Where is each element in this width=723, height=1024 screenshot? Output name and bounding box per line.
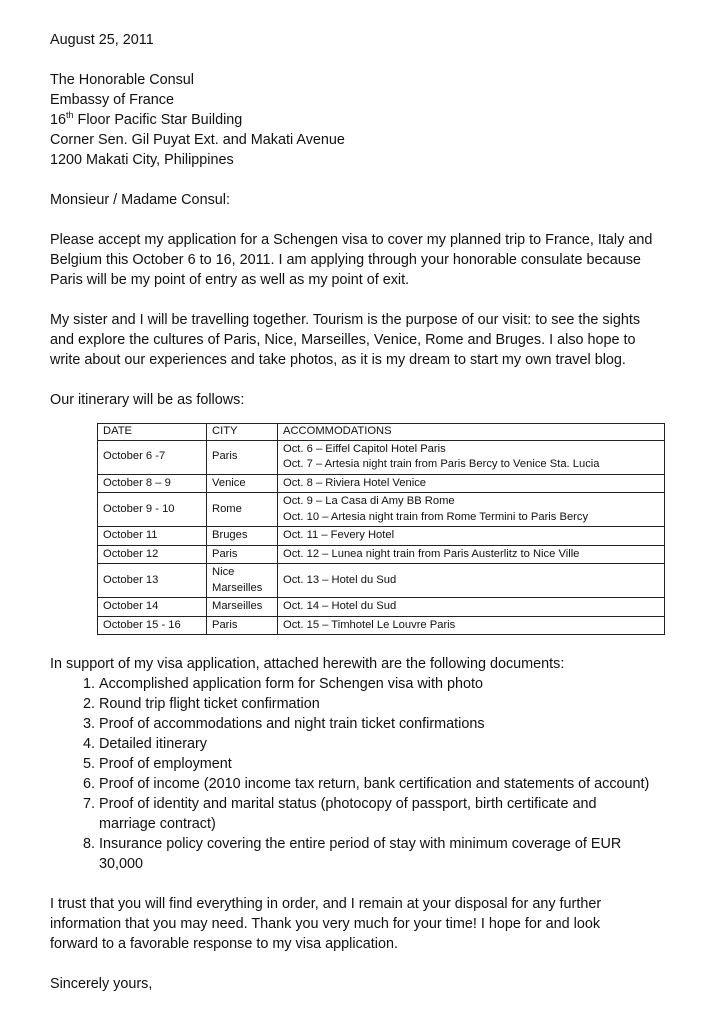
accommodation-entry: Oct. 9 – La Casa di Amy BB Rome [283,495,455,507]
cell-city [207,545,278,564]
list-item [99,674,700,694]
table-row [98,564,665,598]
cell-city [207,564,278,598]
accommodation-entry: Oct. 11 – Fevery Hotel [283,529,395,541]
recipient-title: The Honorable Consul [50,72,194,88]
recipient-address [50,70,700,170]
city-name: Paris [212,547,238,560]
floor-number: 16 [50,112,67,128]
paragraph-purpose [50,310,700,370]
signoff: Sincerely yours, [50,976,153,992]
list-item [99,694,700,714]
closing-paragraph [50,894,700,954]
accommodation-entry: Oct. 13 – Hotel du Sud [283,573,397,586]
cell-city [207,493,278,527]
accommodation-entry: Oct. 10 – Artesia night train from Rome Termini to Paris Bercy [283,510,589,523]
accommodation-entry: Oct. 8 – Riviera Hotel Venice [283,476,427,489]
cell-date: October 6 -7 [98,440,207,474]
city-name: Nice [212,566,235,578]
header-accommodations: ACCOMMODATIONS [278,424,665,441]
table-row [98,493,665,527]
document-text: 3. Proof of accommodations and night train ticket confirmations [99,716,485,732]
paragraph-line: and explore the cultures of Paris, Nice, Marseilles, Venice, Rome and Bruges. I also hope to [50,332,636,348]
header-city: CITY [207,424,278,441]
cell-accommodations [278,616,665,635]
list-item [99,754,700,774]
cell-date: October 9 - 10 [98,493,207,527]
itinerary-intro: Our itinerary will be as follows: [50,392,245,408]
document-text: marriage contract) [99,816,216,832]
list-item [99,734,700,754]
table-header-row [98,424,665,441]
list-item [99,714,700,734]
list-item [99,834,700,874]
letter [50,30,700,994]
recipient-street: Corner Sen. Gil Puyat Ext. and Makati Avenue [50,132,345,148]
paragraph-line: Paris will be my point of entry as well as my point of exit. [50,272,410,288]
cell-city [207,598,278,617]
itinerary-body [98,440,665,635]
cell-city [207,474,278,493]
table-row [98,527,665,546]
table-row [98,598,665,617]
city-name: Paris [212,618,238,631]
letter-date: August 25, 2011 [50,32,154,48]
city-name: Marseilles [212,581,263,594]
paragraph-application [50,230,700,290]
city-name: Paris [212,450,238,463]
table-row [98,616,665,635]
documents-list [50,674,700,874]
paragraph-line: information that you may need. Thank you very much for your time! I hope for and look [50,916,601,932]
document-text: 7. Proof of identity and marital status (photocopy of passport, birth certificate and [99,796,597,812]
cell-accommodations [278,474,665,493]
document-text: 4. Detailed itinerary [99,736,207,752]
document-text: 2. Round trip flight ticket confirmation [99,696,320,712]
document-text: 6. Proof of income (2010 income tax return, bank certification and statements of account) [99,776,650,792]
recipient-embassy: Embassy of France [50,92,174,108]
city-name: Marseilles [212,600,263,612]
cell-accommodations [278,440,665,474]
cell-accommodations [278,598,665,617]
table-row [98,440,665,474]
cell-accommodations [278,564,665,598]
floor-suffix: th [66,110,74,121]
cell-accommodations [278,545,665,564]
accommodation-entry: Oct. 14 – Hotel du Sud [283,600,397,612]
itinerary-table [97,423,665,635]
paragraph-line: Belgium this October 6 to 16, 2011. I am applying through your honorable consulate because [50,252,641,268]
paragraph-line: My sister and I will be travelling together. Tourism is the purpose of our visit: to see the sights [50,312,641,328]
floor-building: Floor Pacific Star Building [73,112,243,128]
cell-city [207,616,278,635]
accommodation-entry: Oct. 12 – Lunea night train from Paris Austerlitz to Nice Ville [283,547,580,560]
accommodation-entry: Oct. 15 – Timhotel Le Louvre Paris [283,618,456,631]
accommodation-entry: Oct. 6 – Eiffel Capitol Hotel Paris [283,442,446,455]
paragraph-line: I trust that you will find everything in order, and I remain at your disposal for any further [50,896,602,912]
cell-date: October 12 [98,545,207,564]
recipient-city: 1200 Makati City, Philippines [50,152,234,168]
cell-accommodations [278,493,665,527]
accommodation-entry: Oct. 7 – Artesia night train from Paris Bercy to Venice Sta. Lucia [283,458,600,470]
document-text: 8. Insurance policy covering the entire period of stay with minimum coverage of EUR [99,836,622,852]
cell-city [207,527,278,546]
paragraph-line: forward to a favorable response to my visa application. [50,936,398,952]
document-text: 30,000 [99,856,144,872]
table-row [98,474,665,493]
recipient-floor [50,110,700,130]
cell-city [207,440,278,474]
salutation: Monsieur / Madame Consul: [50,192,230,208]
header-date: DATE [98,424,207,441]
list-item [99,794,700,834]
city-name: Venice [212,476,246,489]
paragraph-line: Please accept my application for a Schengen visa to cover my planned trip to France, Italy and [50,232,653,248]
paragraph-line: write about our experiences and take photos, as it is my dream to start my own travel blog. [50,352,626,368]
cell-date: October 13 [98,564,207,598]
cell-date: October 15 - 16 [98,616,207,635]
cell-date: October 8 – 9 [98,474,207,493]
city-name: Rome [212,502,242,515]
documents-intro: In support of my visa application, attached herewith are the following documents: [50,656,565,672]
cell-date: October 11 [98,527,207,546]
cell-date: October 14 [98,598,207,617]
document-text: 5. Proof of employment [99,756,232,772]
cell-accommodations [278,527,665,546]
document-text: 1. Accomplished application form for Schengen visa with photo [99,676,483,692]
city-name: Bruges [212,529,248,541]
table-row [98,545,665,564]
list-item [99,774,700,794]
